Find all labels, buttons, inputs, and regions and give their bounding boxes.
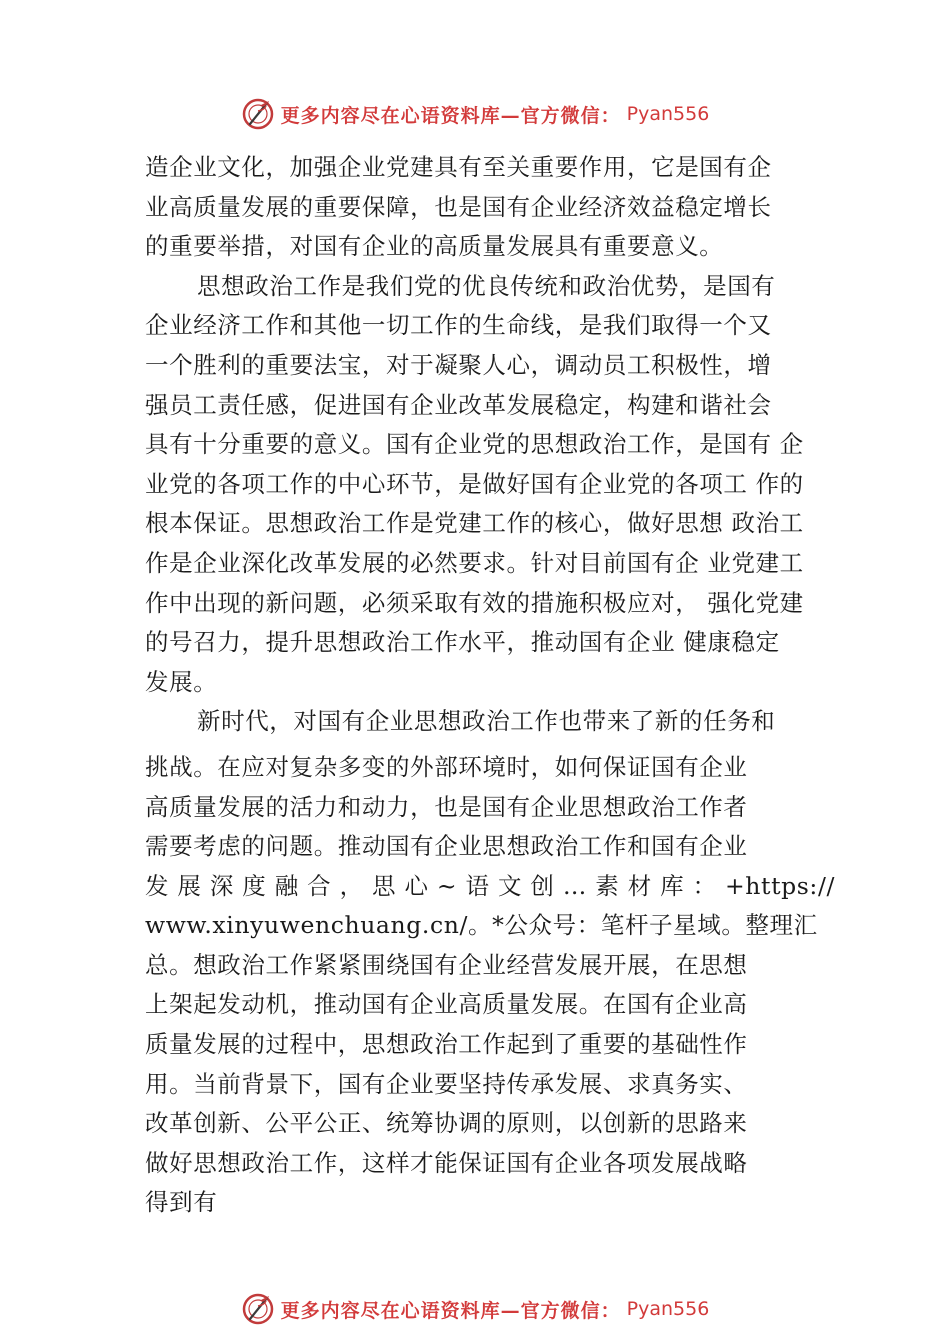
text-line: 业党的各项工作的中心环节，是做好国有企业党的各项工 作的	[145, 469, 804, 498]
text-line: 一个胜利的重要法宝，对于凝聚人心，调动员工积极性，增	[145, 350, 772, 379]
text-line: 作中出现的新问题，必须采取有效的措施积极应对， 强化党建	[145, 588, 804, 617]
text-line: 业高质量发展的重要保障，也是国有企业经济效益稳定增长	[145, 192, 772, 221]
text-line: 总。想政治工作紧紧围绕国有企业经营发展开展，在思想	[145, 950, 748, 979]
text-line: 高质量发展的活力和动力，也是国有企业思想政治工作者	[145, 792, 748, 821]
text-line: 挑战。在应对复杂多变的外部环境时，如何保证国有企业	[145, 752, 748, 781]
document-body	[145, 148, 835, 1223]
text-line: 的重要举措，对国有企业的高质量发展具有重要意义。	[145, 232, 724, 261]
text-line: 改革创新、公平公正、统筹协调的原则，以创新的思路来	[145, 1109, 748, 1138]
banner-text: 更多内容尽在心语资料库—官方微信：	[280, 104, 621, 127]
text-line: 企业经济工作和其他一切工作的生命线，是我们取得一个又	[145, 311, 772, 340]
feather-circle-icon	[241, 97, 275, 131]
text-line: 强员工责任感，促进国有企业改革发展稳定，构建和谐社会	[145, 390, 772, 419]
text-line: 做好思想政治工作，这样才能保证国有企业各项发展战略	[145, 1148, 748, 1177]
feather-circle-icon	[241, 1292, 275, 1326]
text-line: 具有十分重要的意义。国有企业党的思想政治工作，是国有 企	[145, 430, 804, 459]
text-line: 的号召力，提升思想政治工作水平，推动国有企业 健康稳定	[145, 628, 780, 657]
text-line: 作是企业深化改革发展的必然要求。针对目前国有企 业党建工	[145, 548, 804, 577]
text-line: 发展。	[145, 667, 218, 696]
text-line: 造企业文化，加强企业党建具有至关重要作用，它是国有企	[145, 153, 772, 181]
text-line: 得到有	[145, 1188, 218, 1217]
text-line: 根本保证。思想政治工作是党建工作的核心，做好思想 政治工	[145, 509, 804, 538]
banner-text: 更多内容尽在心语资料库—官方微信：	[280, 1299, 621, 1322]
text-line: 用。当前背景下，国有企业要坚持传承发展、求真务实、	[145, 1069, 748, 1098]
text-line: 发展深度融合，思心~语文创…素材库：+https://	[145, 871, 835, 900]
banner-contact: Pyan556	[626, 1298, 710, 1320]
header-banner	[0, 94, 950, 134]
text-line: www.xinyuwenchuang.cn/。*公众号：笔杆子星域。整理汇	[145, 911, 818, 940]
paragraph-first-line: 新时代，对国有企业思想政治工作也带来了新的任务和	[197, 707, 776, 736]
paragraph-first-line: 思想政治工作是我们党的优良传统和政治优势，是国有	[197, 271, 776, 300]
text-line: 上架起发动机，推动国有企业高质量发展。在国有企业高	[145, 990, 748, 1019]
text-line: 质量发展的过程中，思想政治工作起到了重要的基础性作	[145, 1030, 748, 1059]
banner-contact: Pyan556	[626, 103, 710, 125]
text-line: 需要考虑的问题。推动国有企业思想政治工作和国有企业	[145, 832, 748, 861]
footer-banner	[0, 1289, 950, 1329]
